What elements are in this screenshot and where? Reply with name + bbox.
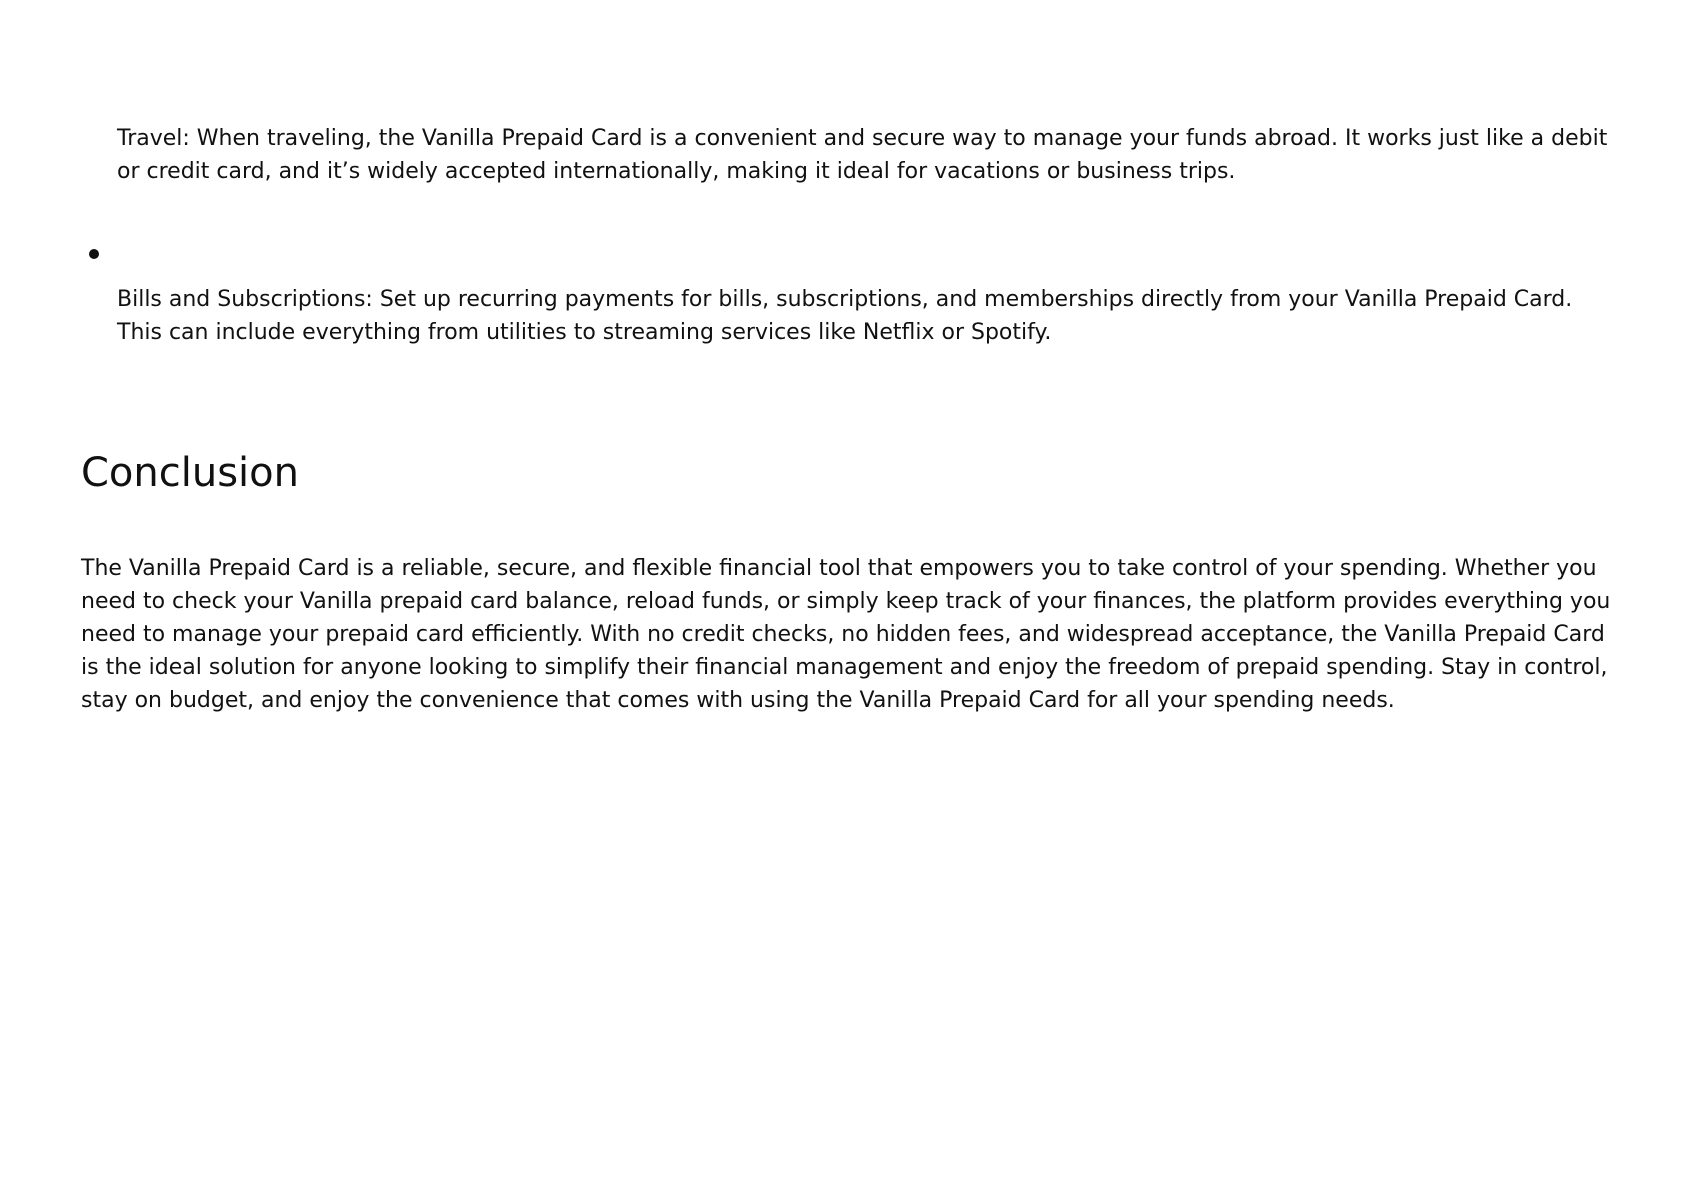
conclusion-heading: Conclusion: [81, 450, 299, 496]
bullet-icon: [89, 249, 99, 259]
list-item-travel: Travel: When traveling, the Vanilla Prepaid Card is a convenient and secure way to manage your funds abroad. It works just like a debit or credit card, and it’s widely accepted internationally, making it ideal for vacations or business trips.: [117, 126, 1608, 184]
conclusion-paragraph: The Vanilla Prepaid Card is a reliable, secure, and flexible financial tool that empowers you to take control of your spending. Whether you need to check your Vanilla prepaid card balance, reload funds, or simply keep track of your finances, the platform provides everything you need to manage your prepaid card efficiently. With no credit checks, no hidden fees, and widespread acceptance, the Vanilla Prepaid Card is the ideal solution for anyone looking to simplify their financial management and enjoy the freedom of prepaid spending. Stay in control, stay on budget, and enjoy the convenience that comes with using the Vanilla Prepaid Card for all your spending needs.: [81, 556, 1611, 713]
list-item-bills-subscriptions: Bills and Subscriptions: Set up recurring payments for bills, subscriptions, and memberships directly from your Vanilla Prepaid Card. This can include everything from utilities to streaming services like Netflix or Spotify.: [117, 287, 1573, 345]
